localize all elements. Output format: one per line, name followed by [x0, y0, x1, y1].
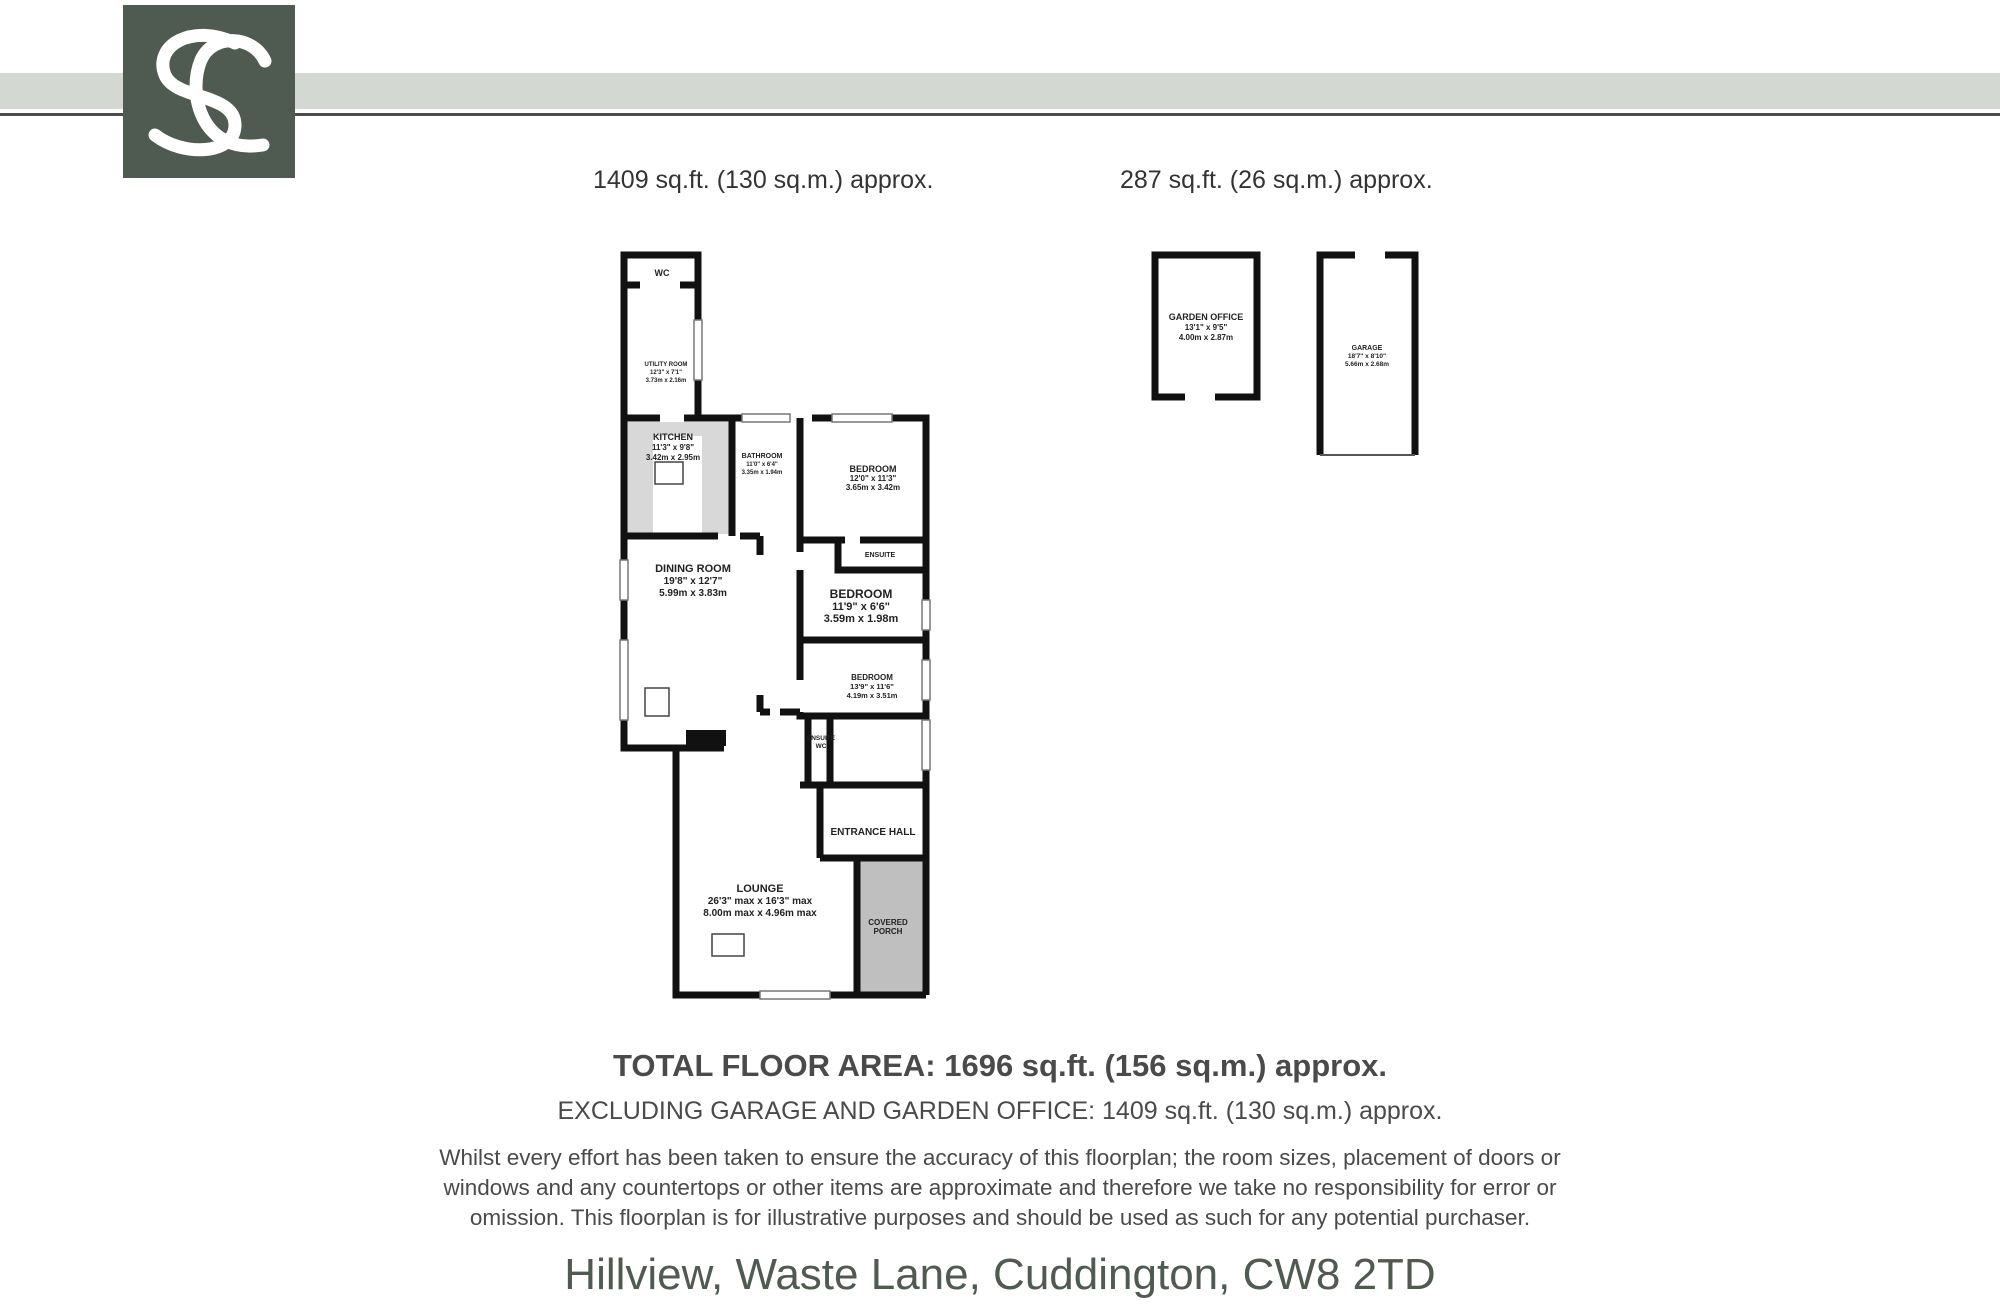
ensuite-label: ENSUITE [864, 552, 896, 559]
total-floor-area: TOTAL FLOOR AREA: 1696 sq.ft. (156 sq.m.) approx. [613, 1048, 1387, 1083]
kitchen-dim-metric: 3.42m x 2.95m [645, 453, 701, 462]
ensuite-wc-label-1: ENSUITE [806, 735, 836, 742]
covered-porch-label-1: COVERED [868, 918, 908, 927]
bedroom1-dim-imperial: 12'0" x 11'3" [849, 474, 897, 483]
bedroom3-dim-imperial: 13'9" x 11'6" [850, 682, 894, 691]
entrance-hall-label: ENTRANCE HALL [830, 827, 916, 838]
garden-office-label: GARDEN OFFICE [1168, 312, 1244, 322]
fireplace [686, 730, 726, 746]
lounge-dim-metric: 8.00m max x 4.96m max [703, 908, 817, 919]
kitchen-dim-imperial: 11'3" x 9'8" [651, 443, 695, 452]
bedroom1-dim-metric: 3.65m x 3.42m [845, 483, 901, 492]
garden-office-dim-imperial: 13'1" x 9'5" [1184, 323, 1228, 332]
kitchen-counter-left [626, 422, 653, 534]
kitchen-label: KITCHEN [653, 432, 693, 442]
bedroom1-label: BEDROOM [849, 464, 897, 474]
dining-label: DINING ROOM [655, 563, 731, 575]
garage-dim-imperial: 18'7" x 8'10" [1347, 353, 1387, 360]
bathroom-dim-metric: 3.35m x 1.94m [741, 470, 783, 476]
excluding-area: EXCLUDING GARAGE AND GARDEN OFFICE: 1409 sq.ft. (130 sq.m.) approx. [557, 1097, 1443, 1125]
bedroom2-dim-imperial: 11'9" x 6'6" [832, 601, 890, 613]
lounge-label: LOUNGE [736, 883, 784, 895]
utility-label: UTILITY ROOM [644, 362, 688, 368]
bathroom-label: BATHROOM [741, 453, 783, 460]
main-house-area-label: 1409 sq.ft. (130 sq.m.) approx. [593, 166, 934, 194]
dining-dim-metric: 5.99m x 3.83m [659, 588, 727, 599]
disclaimer: Whilst every effort has been taken to ensure the accuracy of this floorplan; the room sizes, placement of doors or windows and any countertops or other items are approximate and therefore we take no responsibility for error or omission. This floorplan is for illustrative purposes and should be used as such for any potential purchaser. [439, 1145, 1561, 1230]
garage-dim-metric: 5.66m x 2.68m [1344, 361, 1390, 368]
kitchen-counter-right [702, 422, 729, 534]
ensuite-wc-label-2: WC [815, 743, 827, 750]
garage-label: GARAGE [1351, 345, 1383, 352]
bedroom2-label: BEDROOM [829, 587, 893, 601]
bedroom3-dim-metric: 4.19m x 3.51m [846, 691, 898, 700]
covered-porch-label-2: PORCH [873, 927, 903, 936]
property-address: Hillview, Waste Lane, Cuddington, CW8 2TD [564, 1250, 1436, 1299]
bedroom2-dim-metric: 3.59m x 1.98m [823, 613, 899, 625]
bathroom-dim-imperial: 11'0" x 6'4" [746, 462, 778, 468]
lounge-dim-imperial: 26'3" max x 16'3" max [707, 896, 813, 907]
utility-dim-metric: 3.73m x 2.16m [645, 378, 687, 384]
outbuildings-area-label: 287 sq.ft. (26 sq.m.) approx. [1120, 166, 1433, 194]
dining-dim-imperial: 19'8" x 12'7" [663, 576, 723, 587]
garden-office-dim-metric: 4.00m x 2.87m [1178, 333, 1234, 342]
utility-dim-imperial: 12'3" x 7'1" [650, 370, 682, 376]
wc-label: WC [654, 268, 670, 278]
bedroom3-label: BEDROOM [851, 673, 893, 682]
